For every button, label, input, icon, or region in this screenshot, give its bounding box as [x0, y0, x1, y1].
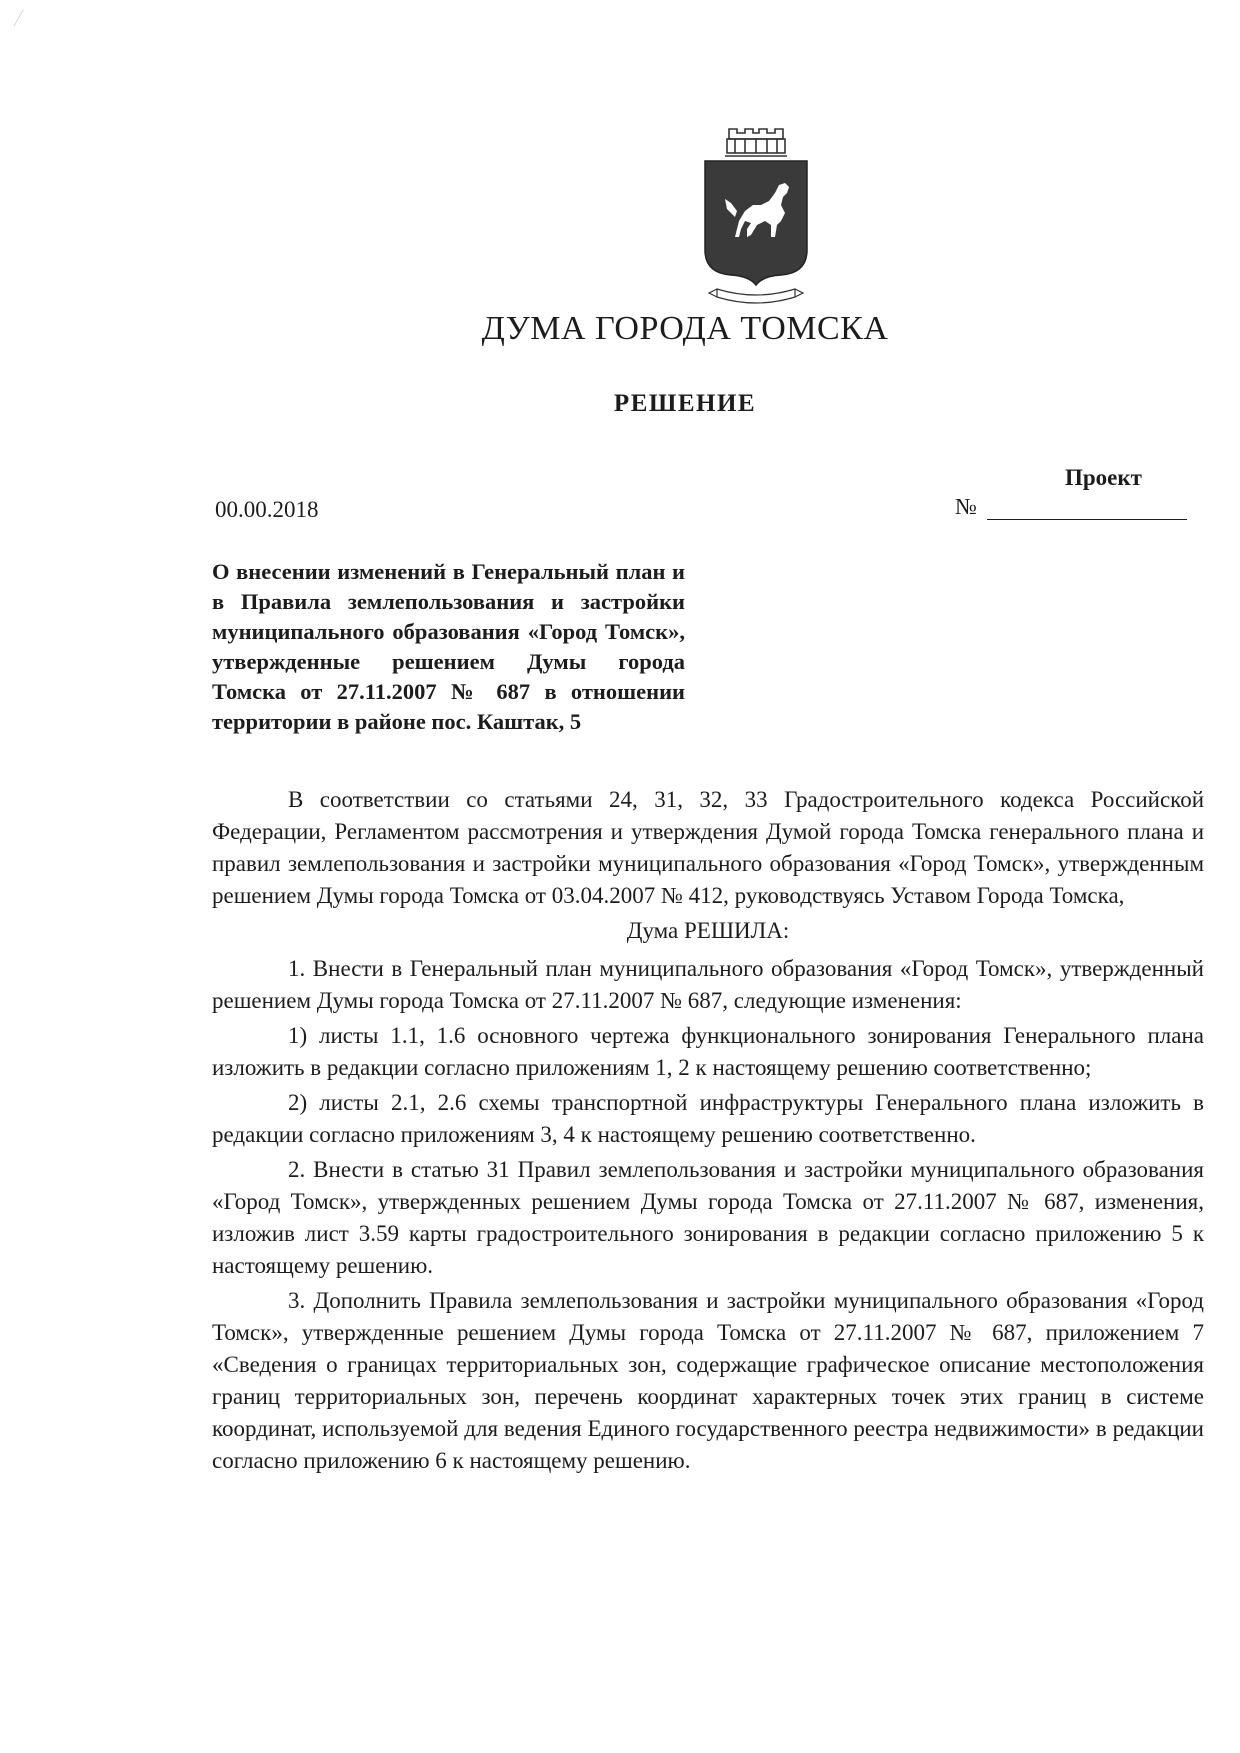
tomsk-coat-of-arms-icon: [695, 125, 815, 315]
resolved-heading: Дума РЕШИЛА:: [626, 918, 790, 943]
number-label: №: [955, 494, 977, 519]
item-3-paragraph: 3. Дополнить Правила землепользования и застройки муниципального образования «Город Томск», утвержденные решением Думы города Томска от 27.11.2007 № 687, приложением 7 «Сведения о границах территориальных зон, содержащие графическое описание местоположения границ территориальных зон, перечень координат характерных точек этих границ в системе координат, используемой для ведения Единого государственного реестра недвижимости» в редакции согласно приложению 6 к настоящему решению.: [212, 1288, 1204, 1473]
item-1-2-paragraph: 2) листы 2.1, 2.6 схемы транспортной инфраструктуры Генерального плана изложить в редакции согласно приложениям 3, 4 к настоящему решению соответственно.: [212, 1090, 1204, 1147]
document-subject: О внесении изменений в Генеральный план и в Правила землепользования и застройки муниципального образования «Город Томск», утвержденные решением Думы города Томска от 27.11.2007 № 687 в отношении территории в районе пос. Каштак, 5: [212, 559, 685, 734]
document-number-field: [955, 494, 1187, 520]
document-type: РЕШЕНИЕ: [613, 390, 757, 417]
scan-mark: [13, 10, 37, 26]
item-1-paragraph: 1. Внести в Генеральный план муниципального образования «Город Томск», утвержденный решением Думы города Томска от 27.11.2007 № 687, следующие изменения:: [212, 956, 1204, 1013]
item-1-1-paragraph: 1) листы 1.1, 1.6 основного чертежа функционального зонирования Генерального плана изложить в редакции согласно приложениям 1, 2 к настоящему решению соответственно;: [212, 1023, 1204, 1080]
preamble-paragraph: В соответствии со статьями 24, 31, 32, 33 Градостроительного кодекса Российской Федерации, Регламентом рассмотрения и утверждения Думой города Томска генерального плана и правил землепользования и застройки муниципального образования «Город Томск», утвержденным решением Думы города Томска от 03.04.2007 № 412, руководствуясь Уставом Города Томска,: [212, 787, 1204, 908]
draft-label: Проект: [1065, 465, 1142, 490]
number-blank-line: [987, 495, 1187, 520]
document-date: 00.00.2018: [215, 497, 319, 522]
org-name: ДУМА ГОРОДА ТОМСКА: [481, 310, 889, 347]
document-body: [212, 784, 1204, 1480]
item-2-paragraph: 2. Внести в статью 31 Правил землепользования и застройки муниципального образования «Город Томск», утвержденных решением Думы города Томска от 27.11.2007 № 687, изменения, изложив лист 3.59 карты градостроительного зонирования в редакции согласно приложению 5 к настоящему решению.: [212, 1157, 1204, 1278]
